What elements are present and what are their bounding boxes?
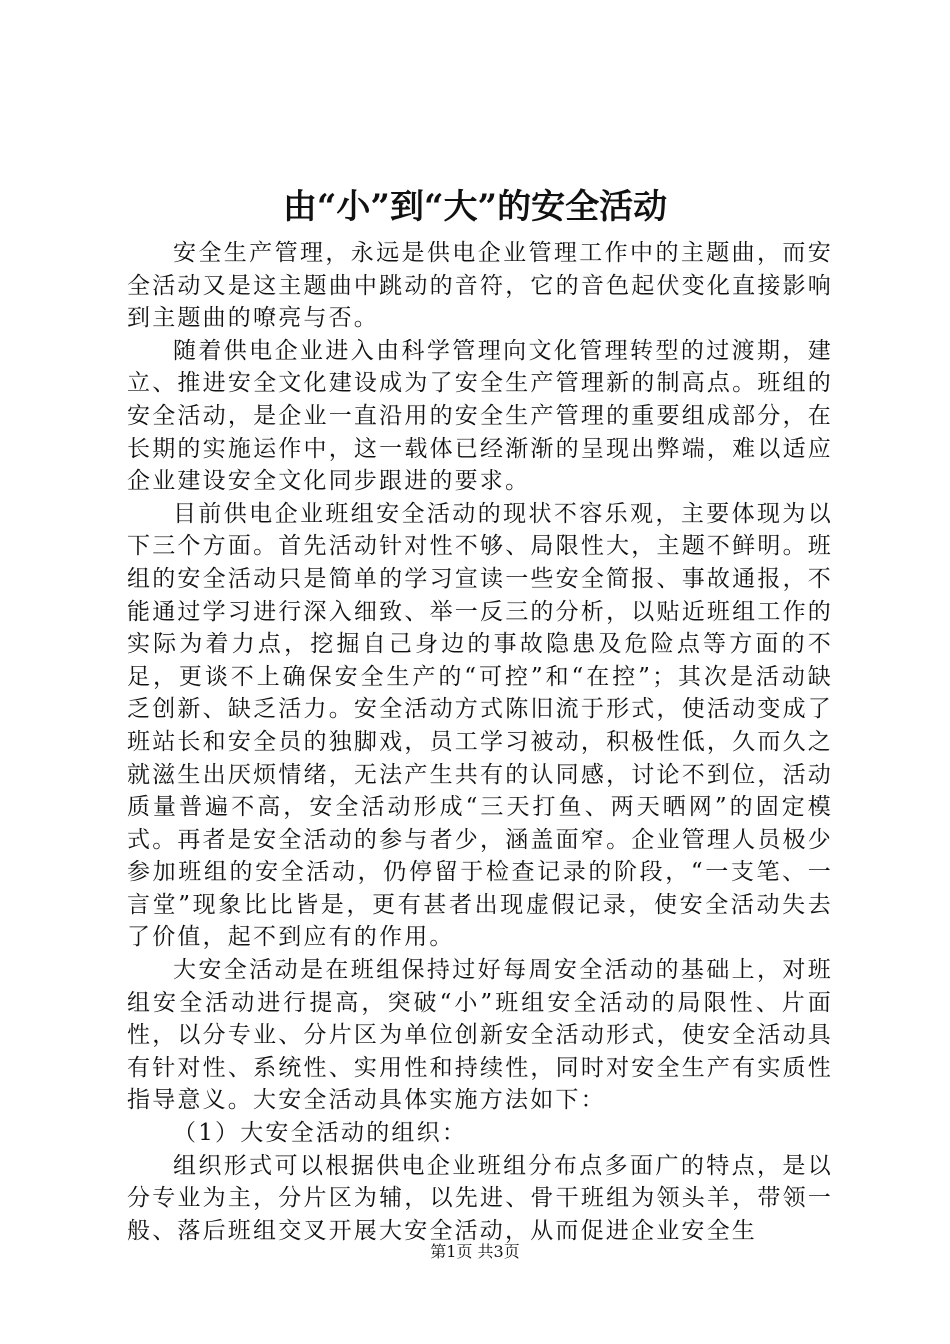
paragraph: 组织形式可以根据供电企业班组分布点多面广的特点，是以分专业为主，分片区为辅，以先进、骨干班组为领头羊，带领一般、落后班组交叉开展大安全活动，从而促进企业安全生 — [127, 1152, 833, 1244]
paragraph: 安全生产管理，永远是供电企业管理工作中的主题曲，而安全活动又是这主题曲中跳动的音符，它的音色起伏变化直接影响到主题曲的嘹亮与否。 — [127, 240, 833, 332]
paragraph: 大安全活动是在班组保持过好每周安全活动的基础上，对班组安全活动进行提高，突破“小”班组安全活动的局限性、片面性，以分专业、分片区为单位创新安全活动形式，使安全活动具有针对性、系统性、实用性和持续性，同时对安全生产有实质性指导意义。大安全活动具体实施方法如下： — [127, 957, 833, 1114]
paragraph: 随着供电企业进入由科学管理向文化管理转型的过渡期，建立、推进安全文化建设成为了安全生产管理新的制高点。班组的安全活动，是企业一直沿用的安全生产管理的重要组成部分，在长期的实施运作中，这一载体已经渐渐的呈现出弊端，难以适应企业建设安全文化同步跟进的要求。 — [127, 337, 833, 495]
paragraph: （1）大安全活动的组织： — [173, 1120, 468, 1147]
document-body — [127, 237, 833, 1247]
document-title: 由“小”到“大”的安全活动 — [282, 187, 668, 227]
page-footer: 第1页 共3页 — [430, 1242, 520, 1261]
paragraph: 目前供电企业班组安全活动的现状不容乐观，主要体现为以下三个方面。首先活动针对性不够、局限性大，主题不鲜明。班组的安全活动只是简单的学习宣读一些安全简报、事故通报，不能通过学习进行深入细致、举一反三的分析，以贴近班组工作的实际为着力点，挖掘自己身边的事故隐患及危险点等方面的不足，更谈不上确保安全生产的“可控”和“在控”；其次是活动缺乏创新、缺乏活力。安全活动方式陈旧流于形式，使活动变成了班站长和安全员的独脚戏，员工学习被动，积极性低，久而久之就滋生出厌烦情绪，无法产生共有的认同感，讨论不到位，活动质量普遍不高，安全活动形成“三天打鱼、两天晒网”的固定模式。再者是安全活动的参与者少，涵盖面窄。企业管理人员极少参加班组的安全活动，仍停留于检查记录的阶段，“一支笔、一言堂”现象比比皆是，更有甚者出现虚假记录，使安全活动失去了价值，起不到应有的作用。 — [127, 500, 833, 951]
